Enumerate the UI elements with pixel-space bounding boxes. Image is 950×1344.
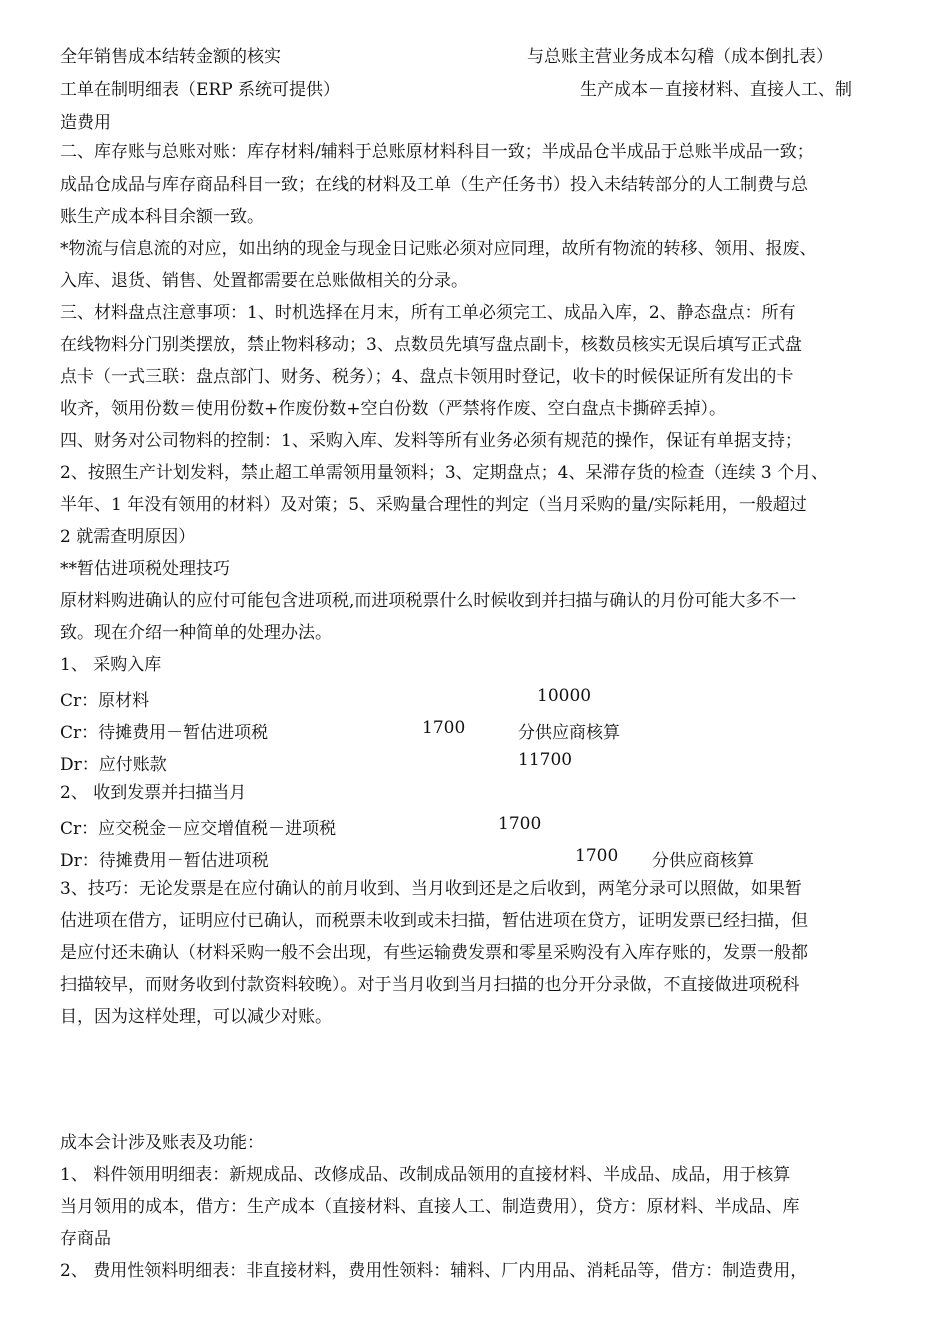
header-row3: 造费用 [60,113,111,133]
step3-line: 是应付还未确认（材料采购一般不会出现，有些运输费发票和零星采购没有入库存账的，发票一般都 [60,943,808,963]
step3-line: 目，因为这样处理，可以减少对账。 [60,1007,332,1027]
tax-tip-title: **暂估进项税处理技巧 [60,559,230,579]
cost-item1-line: 1、 料件领用明细表：新规成品、改修成品、改制成品领用的直接材料、半成品、成品，用于核算 [60,1165,791,1185]
cost-item2-line: 2、 费用性领料明细表：非直接材料，费用性领料：辅料、厂内用品、消耗品等，借方：制造费用， [60,1261,808,1281]
section3-line: 点卡（一式三联：盘点部门、财务、税务）；4、盘点卡领用时登记，收卡的时候保证所有发出的卡 [60,367,794,387]
section3-line: 三、材料盘点注意事项：1、时机选择在月末，所有工单必须完工、成品入库，2、静态盘点：所有 [60,303,796,323]
logistics-note-line: 入库、退货、销售、处置都需要在总账做相关的分录。 [60,271,468,291]
tax-tip-intro-line: 致。现在介绍一种简单的处理办法。 [60,623,332,643]
step1-entry-amount: 10000 [537,686,592,706]
section2-line: 成品仓成品与库存商品科目一致；在线的材料及工单（生产任务书）投入未结转部分的人工制费与总 [60,175,808,195]
header-row2-left: 工单在制明细表（ERP 系统可提供） [60,80,341,100]
header-row1-left: 全年销售成本结转金额的核实 [60,47,281,67]
step2-entry-note: 分供应商核算 [652,851,754,871]
step3-line: 扫描较早，而财务收到付款资料较晚）。对于当月收到当月扫描的也分开分录做，不直接做进项税科 [60,975,800,995]
step2-entry-amount: 1700 [575,846,619,866]
tax-tip-intro-line: 原材料购进确认的应付可能包含进项税,而进项税票什么时候收到并扫描与确认的月份可能大多不一 [60,591,797,611]
step1-entry-amount: 1700 [422,718,466,738]
section3-line: 在线物料分门别类摆放，禁止物料移动；3、点数员先填写盘点副卡，核数员核实无误后填写正式盘 [60,335,802,355]
step1-title: 1、 采购入库 [60,655,162,675]
step1-entry-amount: 11700 [518,750,573,770]
step2-title: 2、 收到发票并扫描当月 [60,783,247,803]
header-row2-right: 生产成本－直接材料、直接人工、制 [580,80,852,100]
step2-entry-account: Cr：应交税金－应交增值税－进项税 [60,819,337,839]
step1-entry-note: 分供应商核算 [518,723,620,743]
step1-entry-account: Cr：待摊费用－暂估进项税 [60,723,269,743]
step1-entry-account: Dr：应付账款 [60,755,167,775]
logistics-note-line: *物流与信息流的对应，如出纳的现金与现金日记账必须对应同理，故所有物流的转移、领用、报废、 [60,239,817,259]
step2-entry-account: Dr：待摊费用－暂估进项税 [60,851,269,871]
section4-line: 四、财务对公司物料的控制：1、采购入库、发料等所有业务必须有规范的操作，保证有单据支持； [60,431,802,451]
section4-line: 2 就需查明原因） [60,527,196,547]
step3-line: 估进项在借方，证明应付已确认，而税票未收到或未扫描，暂估进项在贷方，证明发票已经扫描，但 [60,911,808,931]
section3-line: 收齐，领用份数＝使用份数+作废份数+空白份数（严禁将作废、空白盘点卡撕碎丢掉）。 [60,399,726,419]
step3-line: 3、技巧：无论发票是在应付确认的前月收到、当月收到还是之后收到，两笔分录可以照做，如果暂 [60,879,802,899]
section2-line: 账生产成本科目余额一致。 [60,207,264,227]
cost-item1-line: 当月领用的成本，借方：生产成本（直接材料、直接人工、制造费用），贷方：原材料、半成品、库 [60,1197,800,1217]
step2-entry-amount: 1700 [498,814,542,834]
step1-entry-account: Cr：原材料 [60,691,150,711]
section4-line: 2、按照生产计划发料，禁止超工单需领用量领料；3、定期盘点；4、呆滞存货的检查（连续 3 个月、 [60,463,829,483]
section4-line: 半年、1 年没有领用的材料）及对策；5、采购量合理性的判定（当月采购的量/实际耗用，一般超过 [60,495,807,515]
cost-item1-line: 存商品 [60,1229,111,1249]
cost-section-title: 成本会计涉及账表及功能： [60,1133,264,1153]
header-row1-right: 与总账主营业务成本勾稽（成本倒扎表） [527,47,833,67]
section2-line: 二、库存账与总账对账：库存材料/辅料于总账原材料科目一致；半成品仓半成品于总账半成品一致； [60,142,814,162]
